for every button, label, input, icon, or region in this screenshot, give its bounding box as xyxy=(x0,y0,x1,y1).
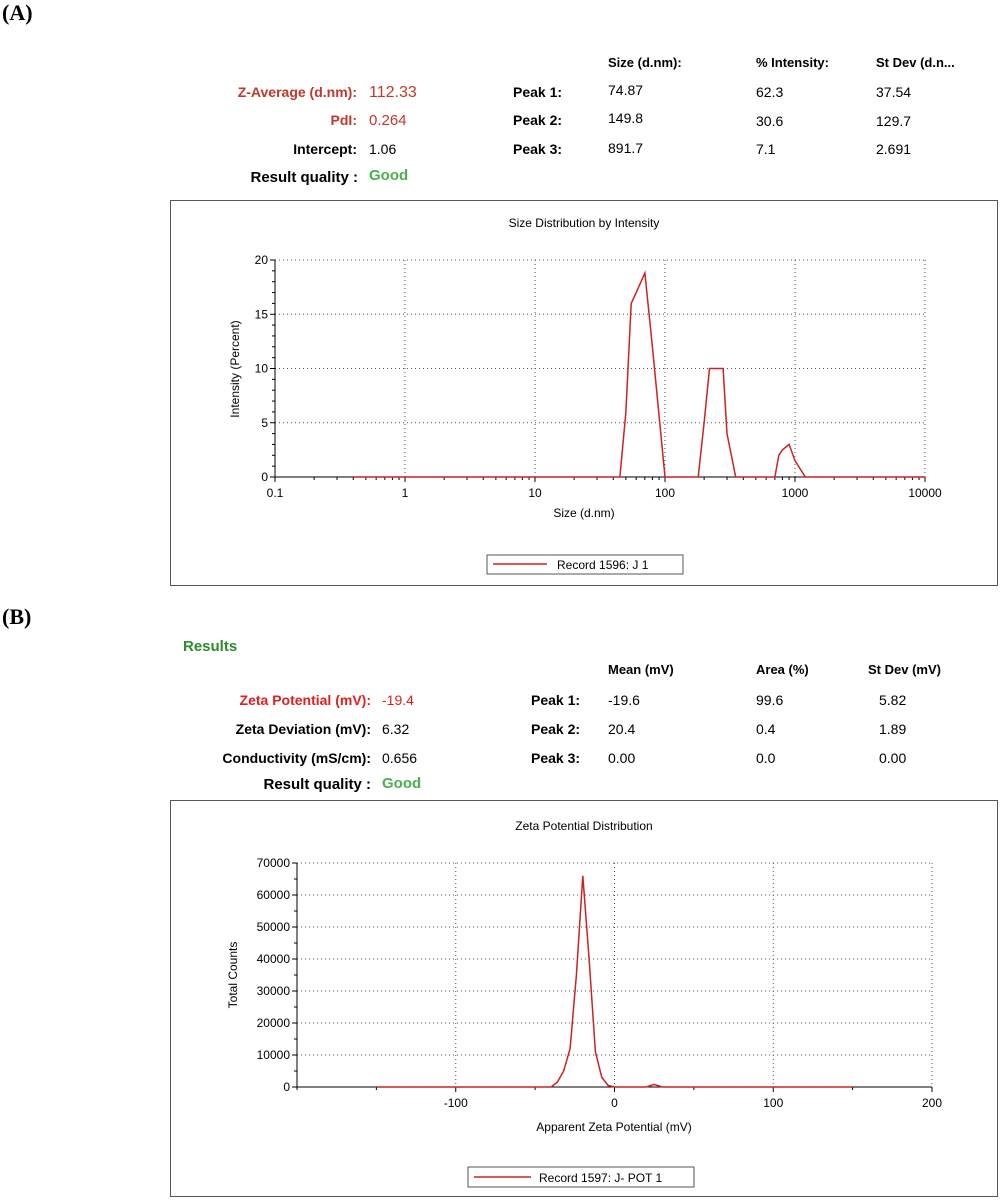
result-quality-label-b: Result quality : xyxy=(263,776,371,793)
zeta-peak-2-mean: 20.4 xyxy=(608,721,636,737)
table-header-area: Area (%) xyxy=(756,662,809,677)
zeta-peak-3-label: Peak 3: xyxy=(531,750,581,766)
zeta-peak-2-stdev: 1.89 xyxy=(879,721,907,737)
chart-a-series-line xyxy=(353,273,925,477)
zeta-peak-2-area: 0.4 xyxy=(756,721,776,737)
panel-label-a: (A) xyxy=(2,0,33,25)
x-tick-label: 100 xyxy=(654,486,676,500)
y-tick-label: 50000 xyxy=(256,920,290,934)
peak-1-size: 74.87 xyxy=(608,82,644,98)
x-tick-label: 10000 xyxy=(908,486,942,500)
x-tick-label: 1 xyxy=(401,486,409,500)
peak-1-intensity: 62.3 xyxy=(756,84,784,100)
peak-3-label: Peak 3: xyxy=(513,141,563,157)
z-average-value: 112.33 xyxy=(369,84,417,101)
chart-a-xlabel: Size (d.nm) xyxy=(553,506,615,520)
chart-b-legend-label: Record 1597: J- POT 1 xyxy=(539,1171,663,1185)
y-tick-label: 15 xyxy=(254,307,268,322)
zeta-peak-2-label: Peak 2: xyxy=(531,721,581,737)
y-tick-label: 10000 xyxy=(256,1048,290,1062)
zeta-potential-label: Zeta Potential (mV): xyxy=(239,692,371,708)
x-tick-label: 10 xyxy=(528,486,542,500)
zeta-peak-1-mean: -19.6 xyxy=(608,692,640,708)
pdi-value: 0.264 xyxy=(369,112,407,129)
conductivity-label: Conductivity (mS/cm): xyxy=(222,750,371,766)
table-header-mean: Mean (mV) xyxy=(608,662,674,677)
zeta-distribution-chart xyxy=(171,801,997,1196)
peak-1-label: Peak 1: xyxy=(513,84,563,100)
zeta-peak-3-mean: 0.00 xyxy=(608,750,636,766)
y-tick-label: 60000 xyxy=(256,888,290,902)
zeta-potential-value: -19.4 xyxy=(382,692,414,708)
x-tick-label: -100 xyxy=(443,1096,468,1110)
peak-3-size: 891.7 xyxy=(608,140,644,156)
chart-b-title: Zeta Potential Distribution xyxy=(515,819,653,833)
chart-a-legend-label: Record 1596: J 1 xyxy=(557,558,649,572)
x-tick-label: 100 xyxy=(763,1096,784,1110)
chart-a-ylabel: Intensity (Percent) xyxy=(228,320,242,418)
zeta-distribution-chart-frame xyxy=(170,800,998,1197)
peak-2-stdev: 129.7 xyxy=(876,113,912,129)
y-tick-label: 70000 xyxy=(256,856,290,870)
chart-b-legend xyxy=(468,1167,694,1187)
zeta-peak-3-stdev: 0.00 xyxy=(879,750,907,766)
z-average-label: Z-Average (d.nm): xyxy=(237,84,357,100)
conductivity-value: 0.656 xyxy=(382,750,418,766)
chart-a-legend xyxy=(487,555,683,574)
peak-1-stdev: 37.54 xyxy=(876,84,912,100)
pdi-label: PdI: xyxy=(330,112,357,128)
chart-b-xlabel: Apparent Zeta Potential (mV) xyxy=(536,1120,692,1134)
y-tick-label: 20 xyxy=(254,253,268,267)
chart-b-ylabel: Total Counts xyxy=(226,941,240,1009)
zeta-deviation-value: 6.32 xyxy=(382,721,410,737)
zeta-deviation-label: Zeta Deviation (mV): xyxy=(235,721,371,737)
y-tick-label: 5 xyxy=(261,415,268,430)
zeta-peak-1-area: 99.6 xyxy=(756,692,784,708)
panel-label-b: (B) xyxy=(2,604,32,629)
peak-2-label: Peak 2: xyxy=(513,112,563,128)
zeta-peak-1-stdev: 5.82 xyxy=(879,692,907,708)
y-tick-label: 0 xyxy=(261,470,268,484)
size-distribution-chart xyxy=(171,201,997,585)
y-tick-label: 10 xyxy=(254,361,268,376)
size-distribution-chart-frame xyxy=(170,200,998,586)
table-header-size: Size (d.nm): xyxy=(608,55,682,70)
y-tick-label: 30000 xyxy=(256,984,290,998)
table-header-intensity: % Intensity: xyxy=(756,55,829,70)
result-quality-label: Result quality : xyxy=(250,169,358,186)
result-quality-value: Good xyxy=(369,167,409,184)
table-header-stdev-mv: St Dev (mV) xyxy=(868,662,941,677)
chart-a-title: Size Distribution by Intensity xyxy=(508,216,660,230)
intercept-label: Intercept: xyxy=(293,141,357,157)
peak-3-stdev: 2.691 xyxy=(876,141,912,157)
peak-2-size: 149.8 xyxy=(608,110,644,126)
peak-3-intensity: 7.1 xyxy=(756,141,776,157)
zeta-peak-3-area: 0.0 xyxy=(756,750,776,766)
x-tick-label: 0.1 xyxy=(266,486,284,500)
x-tick-label: 1000 xyxy=(781,486,809,500)
table-header-stdev: St Dev (d.n... xyxy=(876,55,955,70)
zeta-peak-1-label: Peak 1: xyxy=(531,692,581,708)
y-tick-label: 40000 xyxy=(256,952,290,966)
peak-2-intensity: 30.6 xyxy=(756,113,784,129)
y-tick-label: 20000 xyxy=(256,1016,290,1030)
intercept-value: 1.06 xyxy=(369,141,397,157)
results-title: Results xyxy=(183,638,238,655)
y-tick-label: 0 xyxy=(283,1080,290,1094)
x-tick-label: 0 xyxy=(611,1096,618,1110)
result-quality-value-b: Good xyxy=(382,775,422,792)
x-tick-label: 200 xyxy=(921,1096,943,1110)
